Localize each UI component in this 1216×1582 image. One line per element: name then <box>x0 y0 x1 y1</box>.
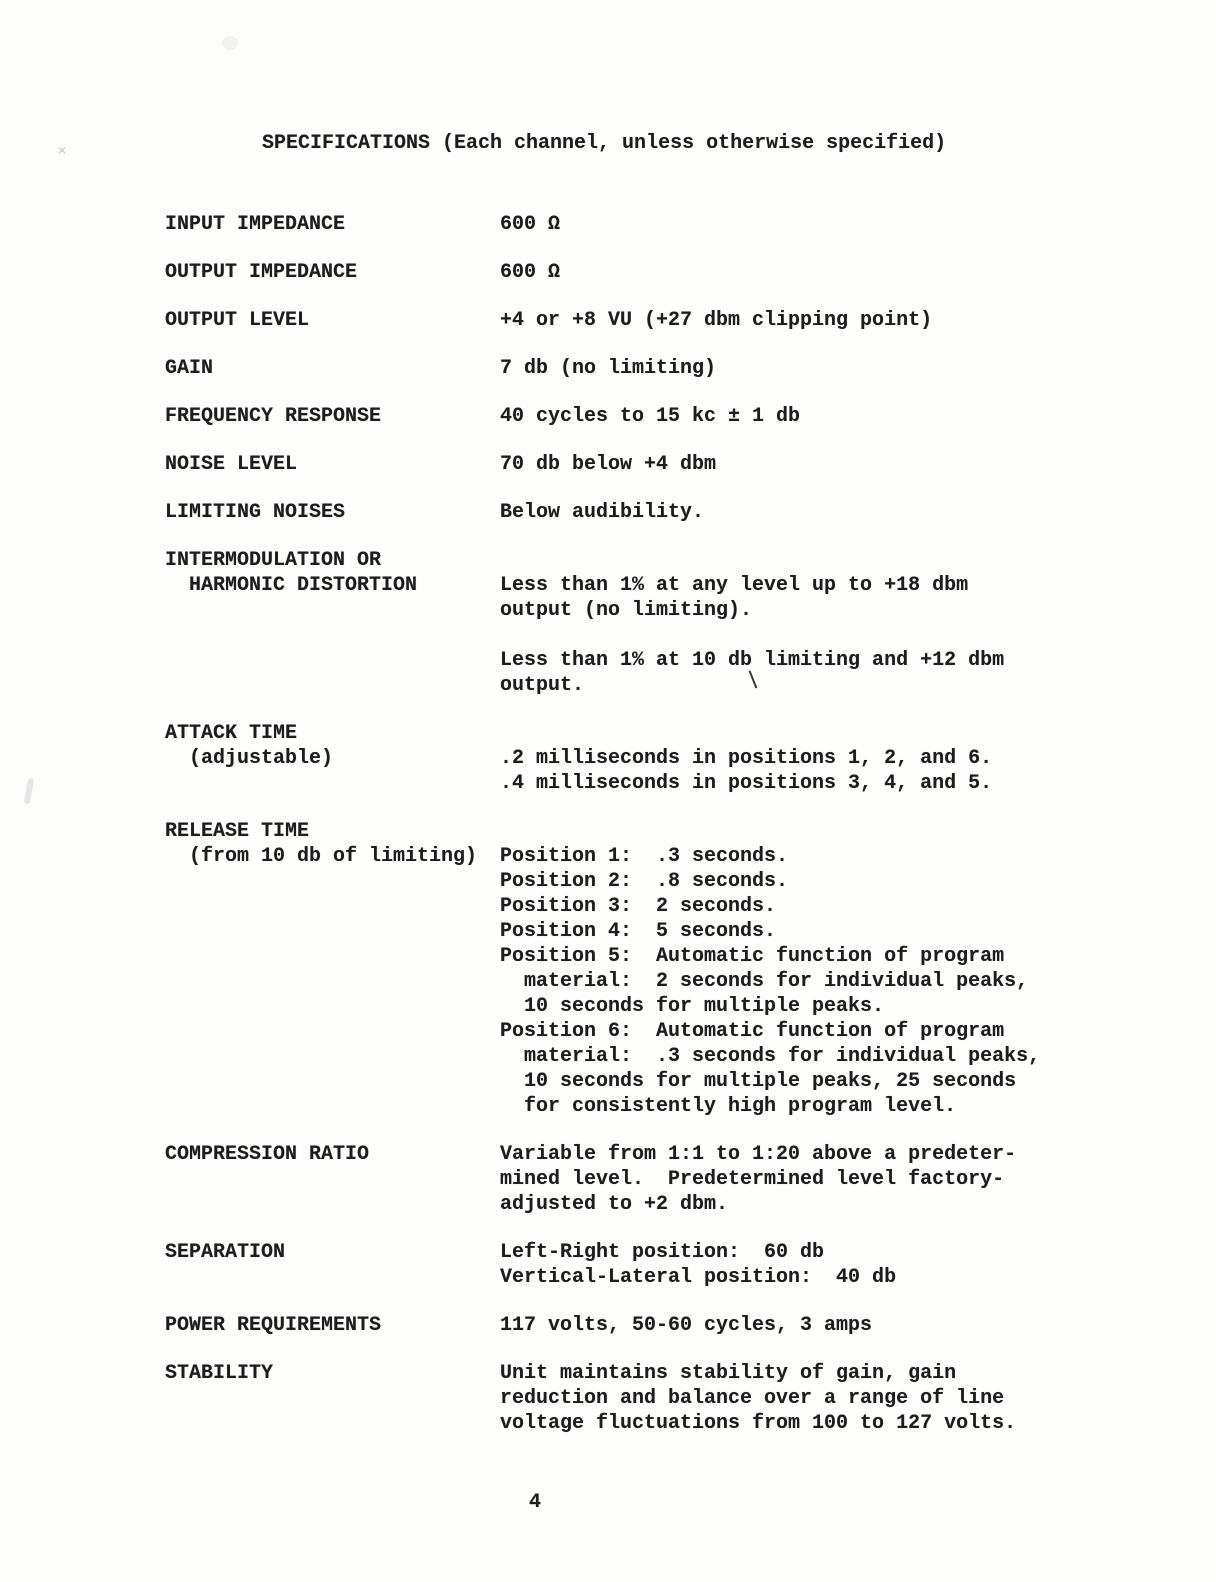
spec-label-separation <box>165 1240 500 1290</box>
spec-value-frequency-response <box>500 404 1165 429</box>
spec-value-line: Below audibility. <box>500 501 705 524</box>
spec-label-line: INTERMODULATION OR <box>165 549 382 572</box>
spec-value-power-requirements <box>500 1313 1165 1338</box>
spec-row-power-requirements <box>165 1313 1165 1338</box>
spec-value-line: 117 volts, 50-60 cycles, 3 amps <box>500 1314 873 1337</box>
spec-value-input-impedance <box>500 212 1165 237</box>
spec-row-intermodulation-harmonic-distortion <box>165 548 1165 698</box>
spec-label-frequency-response <box>165 404 500 429</box>
spec-label-line: RELEASE TIME <box>165 820 310 843</box>
spec-value-line: Unit maintains stability of gain, gain <box>500 1362 957 1385</box>
spec-label-line: LIMITING NOISES <box>165 501 346 524</box>
spec-row-limiting-noises <box>165 500 1165 525</box>
spec-label-limiting-noises <box>165 500 500 525</box>
spec-label-release-time <box>165 819 500 1119</box>
spec-value-line: 40 cycles to 15 kc ± 1 db <box>500 405 801 428</box>
spec-value-release-time <box>500 819 1165 1119</box>
scan-artifact <box>24 778 34 805</box>
spec-value-line: Less than 1% at 10 db limiting and +12 dbm <box>500 649 1005 672</box>
spec-value-line <box>500 623 1165 648</box>
spec-value-line: +4 or +8 VU (+27 dbm clipping point) <box>500 309 933 332</box>
spec-value-line: 7 db (no limiting) <box>500 357 717 380</box>
spec-row-output-level <box>165 308 1165 333</box>
spec-label-noise-level <box>165 452 500 477</box>
spec-value-output-impedance <box>500 260 1165 285</box>
spec-label-attack-time <box>165 721 500 796</box>
spec-value-line: Position 5: Automatic function of program <box>500 945 1005 968</box>
spec-value-line: for consistently high program level. <box>500 1095 957 1118</box>
spec-value-line: 10 seconds for multiple peaks. <box>500 995 885 1018</box>
spec-value-intermodulation-harmonic-distortion <box>500 548 1165 698</box>
spec-label-line: STABILITY <box>165 1362 274 1385</box>
spec-label-gain <box>165 356 500 381</box>
spec-value-line: Position 3: 2 seconds. <box>500 895 777 918</box>
spec-value-line: reduction and balance over a range of line <box>500 1387 1005 1410</box>
spec-label-line: HARMONIC DISTORTION <box>165 574 418 597</box>
spec-value-separation <box>500 1240 1165 1290</box>
spec-row-gain <box>165 356 1165 381</box>
spec-label-line: OUTPUT LEVEL <box>165 309 310 332</box>
spec-label-intermodulation-harmonic-distortion <box>165 548 500 698</box>
scan-artifact <box>222 36 238 50</box>
spec-row-output-impedance <box>165 260 1165 285</box>
spec-value-output-level <box>500 308 1165 333</box>
spec-value-line: 600 Ω <box>500 261 561 284</box>
spec-value-line: Less than 1% at any level up to +18 dbm <box>500 574 969 597</box>
spec-value-line: 600 Ω <box>500 213 561 236</box>
scan-artifact: × <box>58 144 67 160</box>
spec-label-line: GAIN <box>165 357 214 380</box>
spec-value-line: .2 milliseconds in positions 1, 2, and 6. <box>500 747 993 770</box>
spec-row-frequency-response <box>165 404 1165 429</box>
spec-value-line: adjusted to +2 dbm. <box>500 1193 729 1216</box>
page-number: 4 <box>529 1491 542 1514</box>
spec-label-line: INPUT IMPEDANCE <box>165 213 346 236</box>
spec-value-limiting-noises <box>500 500 1165 525</box>
spec-value-line: output (no limiting). <box>500 599 753 622</box>
spec-row-noise-level <box>165 452 1165 477</box>
spec-value-gain <box>500 356 1165 381</box>
spec-label-line: FREQUENCY RESPONSE <box>165 405 382 428</box>
spec-value-line: Position 4: 5 seconds. <box>500 920 777 943</box>
spec-value-line: 70 db below +4 dbm <box>500 453 717 476</box>
spec-value-line: voltage fluctuations from 100 to 127 volts. <box>500 1412 1017 1435</box>
spec-value-line: 10 seconds for multiple peaks, 25 seconds <box>500 1070 1017 1093</box>
spec-label-line: POWER REQUIREMENTS <box>165 1314 382 1337</box>
spec-label-output-level <box>165 308 500 333</box>
spec-label-output-impedance <box>165 260 500 285</box>
spec-value-line: .4 milliseconds in positions 3, 4, and 5. <box>500 772 993 795</box>
spec-label-power-requirements <box>165 1313 500 1338</box>
spec-value-line: Position 2: .8 seconds. <box>500 870 789 893</box>
spec-label-line: COMPRESSION RATIO <box>165 1143 370 1166</box>
spec-value-compression-ratio <box>500 1142 1165 1217</box>
spec-label-line: OUTPUT IMPEDANCE <box>165 261 358 284</box>
spec-row-separation <box>165 1240 1165 1290</box>
spec-label-line: (adjustable) <box>165 747 334 770</box>
spec-label-line: NOISE LEVEL <box>165 453 298 476</box>
spec-value-line: Left-Right position: 60 db <box>500 1241 825 1264</box>
page-title: SPECIFICATIONS (Each channel, unless otherwise specified) <box>262 132 947 155</box>
spec-label-stability <box>165 1361 500 1436</box>
spec-row-stability <box>165 1361 1165 1436</box>
spec-label-compression-ratio <box>165 1142 500 1217</box>
spec-value-line: mined level. Predetermined level factory- <box>500 1168 1005 1191</box>
spec-value-line: output. <box>500 674 585 697</box>
spec-row-attack-time <box>165 721 1165 796</box>
spec-label-line: (from 10 db of limiting) <box>165 845 478 868</box>
spec-label-line: ATTACK TIME <box>165 722 298 745</box>
spec-value-line: material: .3 seconds for individual peaks, <box>500 1045 1041 1068</box>
spec-value-stability <box>500 1361 1165 1436</box>
spec-value-line: material: 2 seconds for individual peaks, <box>500 970 1029 993</box>
spec-value-line: Vertical-Lateral position: 40 db <box>500 1266 897 1289</box>
spec-value-line: Position 6: Automatic function of program <box>500 1020 1005 1043</box>
spec-value-attack-time <box>500 721 1165 796</box>
spec-row-release-time <box>165 819 1165 1119</box>
spec-value-noise-level <box>500 452 1165 477</box>
spec-table <box>165 212 1165 1459</box>
spec-row-input-impedance <box>165 212 1165 237</box>
spec-value-line: Variable from 1:1 to 1:20 above a predeter- <box>500 1143 1017 1166</box>
spec-label-input-impedance <box>165 212 500 237</box>
spec-value-line: Position 1: .3 seconds. <box>500 845 789 868</box>
spec-row-compression-ratio <box>165 1142 1165 1217</box>
spec-label-line: SEPARATION <box>165 1241 286 1264</box>
